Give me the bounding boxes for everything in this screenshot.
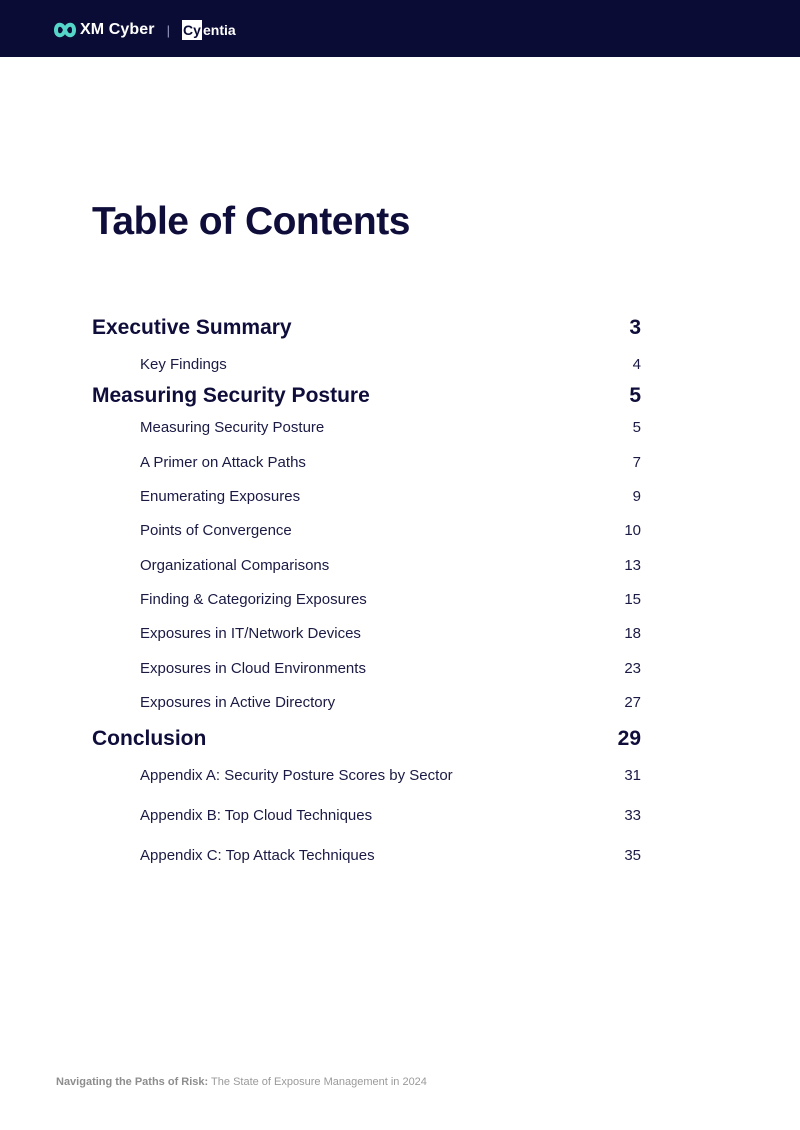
- toc-entry-title: Key Findings: [140, 356, 227, 373]
- toc-entry-title: Exposures in Active Directory: [140, 694, 336, 711]
- page-header: [0, 0, 800, 57]
- cyentia-logo-box: Cy: [183, 22, 201, 38]
- toc-section-title: Executive Summary: [92, 316, 292, 339]
- cyentia-logo: [182, 19, 236, 41]
- toc-entry-page: 35: [624, 847, 641, 864]
- footer-report-subtitle: The State of Exposure Management in 2024: [208, 1076, 427, 1088]
- footer-report-name: Navigating the Paths of Risk:: [56, 1076, 209, 1088]
- toc-section-page: 29: [617, 727, 641, 750]
- toc-section-page: 3: [629, 316, 641, 339]
- toc-section-page: 5: [629, 384, 641, 407]
- toc-entry-title: A Primer on Attack Paths: [140, 454, 306, 471]
- page-title: Table of Contents: [92, 200, 410, 243]
- toc-entry-title: Exposures in IT/Network Devices: [140, 625, 361, 642]
- toc-entry-title: Exposures in Cloud Environments: [140, 660, 366, 677]
- toc-entry-page: 7: [632, 454, 641, 471]
- toc-entry-page: 15: [624, 591, 641, 608]
- toc-entry-page: 13: [624, 557, 641, 574]
- toc-entry-title: Appendix C: Top Attack Techniques: [140, 847, 375, 864]
- toc-entry-page: 10: [624, 522, 641, 539]
- toc-entry-page: 23: [624, 660, 641, 677]
- toc-entry-title: Appendix B: Top Cloud Techniques: [140, 807, 373, 824]
- toc-entry-page: 4: [632, 356, 641, 373]
- toc-entry-title: Finding & Categorizing Exposures: [140, 591, 367, 608]
- toc-entry-title: Appendix A: Security Posture Scores by Sector: [140, 767, 453, 784]
- toc-entry-title: Measuring Security Posture: [140, 419, 325, 436]
- page-footer: [56, 1076, 427, 1088]
- brand-name: XM Cyber: [80, 21, 155, 38]
- toc-entry-page: 9: [632, 488, 641, 505]
- brand-separator: |: [166, 22, 170, 38]
- toc-entry-page: 33: [624, 807, 641, 824]
- toc-entry-title: Enumerating Exposures: [140, 488, 301, 505]
- toc-entry-page: 5: [632, 419, 641, 436]
- toc-entry-title: Organizational Comparisons: [140, 557, 330, 574]
- toc-entry-title: Points of Convergence: [140, 522, 292, 539]
- toc-entry-page: 27: [624, 694, 641, 711]
- toc-section-title: Conclusion: [92, 727, 207, 750]
- xm-cyber-logo-icon: [54, 19, 76, 41]
- toc-section-title: Measuring Security Posture: [92, 384, 370, 407]
- toc-entry-page: 31: [624, 767, 641, 784]
- brand-bar: [54, 19, 236, 41]
- toc-entry-page: 18: [624, 625, 641, 642]
- cyentia-logo-text: entia: [203, 22, 236, 38]
